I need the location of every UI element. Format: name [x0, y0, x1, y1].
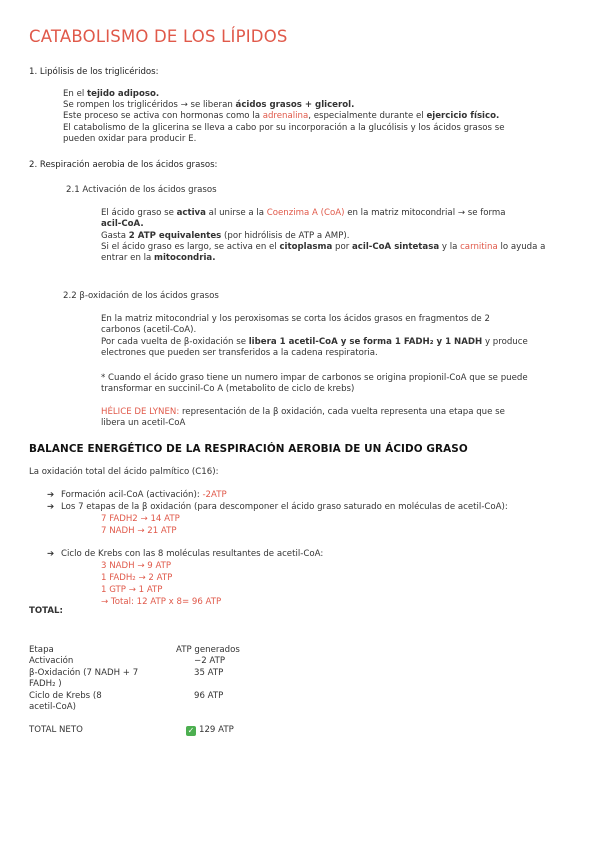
- s22-note-2: transformar en succinil-Co A (metabolito de ciclo de krebs): [101, 384, 355, 394]
- table-cell-atp: 35 ATP: [194, 668, 224, 678]
- s22-line-4: electrones que pueden ser transferidos a la cadena respiratoria.: [101, 348, 378, 358]
- lynen-helix-line-1: HÉLICE DE LYNEN: representación de la β oxidación, cada vuelta representa una etapa que se: [101, 407, 505, 417]
- s1-line-1: En el tejido adiposo.: [63, 89, 160, 99]
- krebs-gtp-result: 1 GTP → 1 ATP: [101, 585, 163, 595]
- s22-line-1: En la matriz mitocondrial y los peroxisomas se corta los ácidos grasos en fragmentos de 2: [101, 314, 490, 324]
- lynen-helix-line-2: libera un acetil-CoA: [101, 418, 186, 428]
- table-cell-atp: −2 ATP: [194, 656, 226, 666]
- bullet-beta-oxidation: ➔ Los 7 etapas de la β oxidación (para descomponer el ácido graso saturado en moléculas de acetil-CoA):: [47, 502, 508, 512]
- table-cell-stage: Ciclo de Krebs (8: [29, 691, 102, 701]
- s21-line-1: El ácido graso se activa al unirse a la Coenzima A (CoA) en la matriz mitocondrial → se forma: [101, 208, 506, 218]
- page-title: CATABOLISMO DE LOS LÍPIDOS: [29, 27, 288, 46]
- bullet-activation: ➔ Formación acil-CoA (activación): -2ATP: [47, 490, 227, 500]
- table-net-value: ✓ 129 ATP: [187, 725, 234, 735]
- balance-intro: La oxidación total del ácido palmítico (C16):: [29, 467, 219, 477]
- table-cell-stage: β-Oxidación (7 NADH + 7: [29, 668, 139, 678]
- beta-fadh2-result: 7 FADH2 → 14 ATP: [101, 514, 180, 524]
- balance-heading: BALANCE ENERGÉTICO DE LA RESPIRACIÓN AEROBIA DE UN ÁCIDO GRASO: [29, 443, 468, 455]
- s21-line-3: Gasta 2 ATP equivalentes (por hidrólisis de ATP a AMP).: [101, 231, 350, 241]
- s21-line-4: Si el ácido graso es largo, se activa en el citoplasma por acil-CoA sintetasa y la carnitina lo ayuda a: [101, 242, 546, 252]
- table-net-label: TOTAL NETO: [29, 725, 83, 735]
- bullet-krebs: ➔ Ciclo de Krebs con las 8 moléculas resultantes de acetil-CoA:: [47, 549, 324, 559]
- table-cell-atp: 96 ATP: [194, 691, 224, 701]
- s21-line-5: entrar en la mitocondria.: [101, 253, 216, 263]
- beta-nadh-result: 7 NADH → 21 ATP: [101, 526, 177, 536]
- s21-line-2: acil-CoA.: [101, 219, 144, 229]
- s22-note-1: * Cuando el ácido graso tiene un numero impar de carbonos se origina propionil-CoA que se puede: [101, 373, 528, 383]
- s1-line-2: Se rompen los triglicéridos → se liberan ácidos grasos + glicerol.: [63, 100, 355, 110]
- table-cell-stage-cont: acetil-CoA): [29, 702, 77, 712]
- s1-line-5: pueden oxidar para producir E.: [63, 134, 197, 144]
- subsection-2-2-heading: 2.2 β-oxidación de los ácidos grasos: [63, 291, 219, 301]
- total-label: TOTAL:: [29, 606, 63, 616]
- table-header-atp: ATP generados: [176, 645, 240, 655]
- table-header-stage: Etapa: [29, 645, 54, 655]
- table-cell-stage-cont: FADH₂ ): [29, 679, 62, 689]
- krebs-nadh-result: 3 NADH → 9 ATP: [101, 561, 172, 571]
- s22-line-3: Por cada vuelta de β-oxidación se libera 1 acetil-CoA y se forma 1 FADH₂ y 1 NADH y produce: [101, 337, 528, 347]
- arrow-bullet-icon: ➔: [47, 490, 55, 500]
- arrow-bullet-icon: ➔: [47, 549, 55, 559]
- table-cell-stage: Activación: [29, 656, 74, 666]
- subsection-2-1-heading: 2.1 Activación de los ácidos grasos: [66, 185, 217, 195]
- krebs-total-result: → Total: 12 ATP x 8= 96 ATP: [101, 597, 222, 607]
- krebs-fadh2-result: 1 FADH₂ → 2 ATP: [101, 573, 173, 583]
- section-1-heading: 1. Lipólisis de los triglicéridos:: [29, 67, 159, 77]
- s22-line-2: carbonos (acetil-CoA).: [101, 325, 197, 335]
- s1-line-4: El catabolismo de la glicerina se lleva a cabo por su incorporación a la glucólisis y los ácidos grasos se: [63, 123, 505, 133]
- arrow-bullet-icon: ➔: [47, 502, 55, 512]
- check-mark-icon: ✓: [187, 726, 195, 735]
- s1-line-3: Este proceso se activa con hormonas como la adrenalina, especialmente durante el ejercicio físico.: [63, 111, 500, 121]
- section-2-heading: 2. Respiración aerobia de los ácidos grasos:: [29, 160, 218, 170]
